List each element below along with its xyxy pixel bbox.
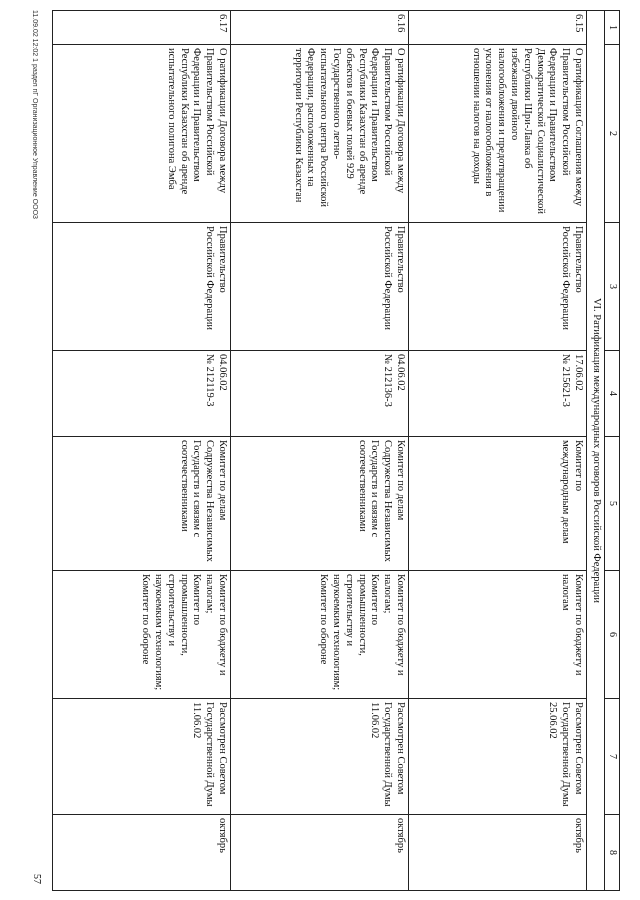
bill-title: О ратификации Договора между Правительством Российской Федерации и Правительством Республики Казахстан об аренде испытательного полигона Эмба (53, 45, 231, 223)
row-number: 6.16 (231, 11, 409, 45)
table-row (231, 11, 409, 891)
col-header-7: 7 (604, 699, 619, 815)
lead-committee: Комитет по международным делам (409, 437, 587, 571)
col-header-1: 1 (604, 11, 619, 45)
row-number: 6.17 (53, 11, 231, 45)
col-header-3: 3 (604, 223, 619, 351)
col-header-8: 8 (604, 815, 619, 891)
co-committees: Комитет по бюджету и налогам; Комитет по промышленности, строительству и наукоемким технологиям; Комитет по обороне (53, 571, 231, 699)
registration: 04.06.02 № 212136-3 (231, 351, 409, 437)
target-month: октябрь (409, 815, 587, 891)
footer-print-info: 11.09.02 12:02 1 раздел пГ Организационное Управление ООО3 (31, 10, 38, 219)
table-row (53, 11, 231, 891)
header-row (604, 11, 619, 891)
initiator: Правительство Российской Федерации (53, 223, 231, 351)
bill-title: О ратификации Соглашения между Правительством Российской Федерации и Правительством Демократической Социалистической Республики Шри-Ланка об избежании двойного налогообложения и предотвращении уклонения от налогообложения в отношении налогов на доходы (409, 45, 587, 223)
lead-committee: Комитет по делам Содружества Независимых Государств и связям с соотечественниками (53, 437, 231, 571)
council-status: Рассмотрен Советом Государственной Думы 11.06.02 (231, 699, 409, 815)
bill-title: О ратификации Договора между Правительством Российской Федерации и Правительством Республики Казахстан об аренде объектов и боевых полей 929 Государственного летно-испытательного центра Российской Федерации, расположенных на территории Республики Казахстан (231, 45, 409, 223)
col-header-6: 6 (604, 571, 619, 699)
initiator: Правительство Российской Федерации (409, 223, 587, 351)
col-header-2: 2 (604, 45, 619, 223)
section-row (587, 11, 605, 891)
target-month: октябрь (53, 815, 231, 891)
registration: 04.06.02 № 212119-3 (53, 351, 231, 437)
col-header-5: 5 (604, 437, 619, 571)
co-committees: Комитет по бюджету и налогам; Комитет по промышленности, строительству и наукоемким технологиям; Комитет по обороне (231, 571, 409, 699)
plan-table (52, 10, 620, 891)
target-month: октябрь (231, 815, 409, 891)
section-title: VI. Ратификация международных договоров Российской Федерации (587, 11, 605, 891)
council-status: Рассмотрен Советом Государственной Думы 25.06.02 (409, 699, 587, 815)
lead-committee: Комитет по делам Содружества Независимых Государств и связям с соотечественниками (231, 437, 409, 571)
registration: 17.06.02 № 215621-3 (409, 351, 587, 437)
col-header-4: 4 (604, 351, 619, 437)
initiator: Правительство Российской Федерации (231, 223, 409, 351)
rotated-content (20, 10, 620, 890)
co-committees: Комитет по бюджету и налогам (409, 571, 587, 699)
row-number: 6.15 (409, 11, 587, 45)
council-status: Рассмотрен Советом Государственной Думы 11.06.02 (53, 699, 231, 815)
table-row (409, 11, 587, 891)
page-number: 57 (31, 874, 42, 884)
